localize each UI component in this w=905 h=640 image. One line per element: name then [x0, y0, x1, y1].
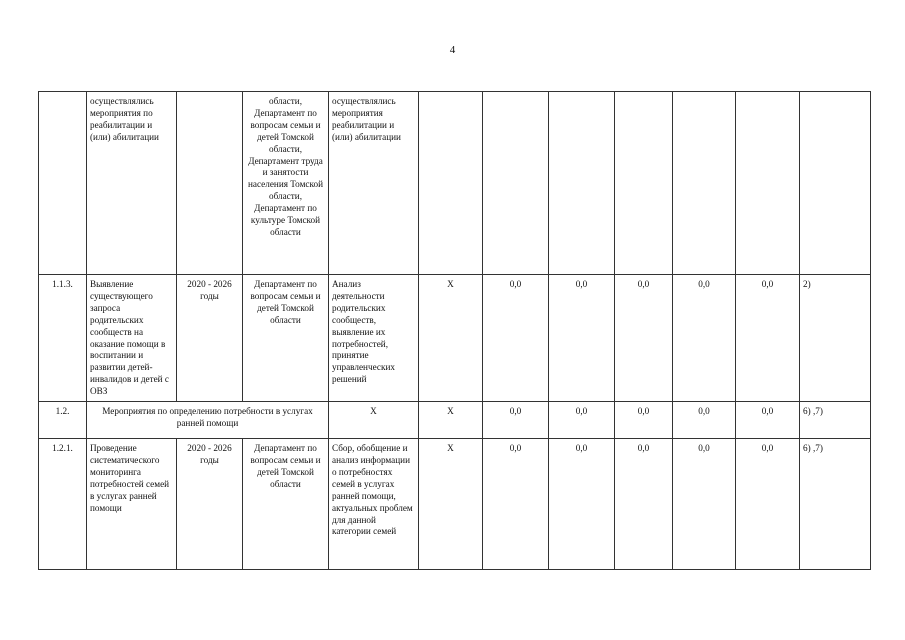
period-cell: 2020 - 2026 годы	[177, 275, 243, 402]
period-cell	[177, 92, 243, 275]
table-row	[39, 275, 871, 402]
value-cell: 0,0	[549, 439, 615, 570]
row-number-cell: 1.2.1.	[39, 439, 87, 570]
table-row	[39, 92, 871, 275]
value-cell	[673, 92, 736, 275]
value-cell: 0,0	[736, 439, 800, 570]
note-cell: 6) ,7)	[800, 439, 871, 570]
value-cell: 0,0	[549, 402, 615, 439]
result-cell: X	[329, 402, 419, 439]
value-cell	[615, 92, 673, 275]
value-cell	[736, 92, 800, 275]
executor-cell: Департамент по вопросам семьи и детей Томской области	[243, 439, 329, 570]
page-number: 4	[449, 44, 456, 56]
value-cell: 0,0	[483, 275, 549, 402]
measure-name-cell: Проведение систематического мониторинга потребностей семей в услугах ранней помощи	[87, 439, 177, 570]
table-row	[39, 439, 871, 570]
value-cell: 0,0	[615, 275, 673, 402]
table-row	[39, 402, 871, 439]
period-cell: 2020 - 2026 годы	[177, 439, 243, 570]
measure-name-cell: Выявление существующего запроса родительских сообществ на оказание помощи в воспитании и развитии детей-инвалидов и детей с ОВЗ	[87, 275, 177, 402]
executor-cell: Департамент по вопросам семьи и детей Томской области	[243, 275, 329, 402]
note-cell: 6) ,7)	[800, 402, 871, 439]
value-cell: X	[419, 402, 483, 439]
note-cell	[800, 92, 871, 275]
result-cell: Анализ деятельности родительских сообществ, выявление их потребностей, принятие управленческих решений	[329, 275, 419, 402]
executor-cell: области, Департамент по вопросам семьи и детей Томской области, Департамент труда и занятости населения Томской области, Департамент по культуре Томской области	[243, 92, 329, 275]
value-cell: X	[419, 275, 483, 402]
value-cell: 0,0	[615, 402, 673, 439]
value-cell: 0,0	[483, 402, 549, 439]
result-cell: осуществлялись мероприятия реабилитации и (или) абилитации	[329, 92, 419, 275]
measures-table	[38, 91, 871, 570]
value-cell: 0,0	[483, 439, 549, 570]
row-number-cell	[39, 92, 87, 275]
value-cell: 0,0	[673, 439, 736, 570]
value-cell: 0,0	[736, 402, 800, 439]
value-cell: 0,0	[736, 275, 800, 402]
section-title-cell: Мероприятия по определению потребности в услугах ранней помощи	[87, 402, 329, 439]
value-cell: 0,0	[673, 275, 736, 402]
value-cell: 0,0	[615, 439, 673, 570]
result-cell: Сбор, обобщение и анализ информации о потребностях семей в услугах ранней помощи, актуальных проблем для данной категории семей	[329, 439, 419, 570]
value-cell	[483, 92, 549, 275]
row-number-cell: 1.2.	[39, 402, 87, 439]
value-cell: 0,0	[673, 402, 736, 439]
value-cell	[419, 92, 483, 275]
measure-name-cell: осуществлялись мероприятия по реабилитации и (или) абилитации	[87, 92, 177, 275]
note-cell: 2)	[800, 275, 871, 402]
value-cell: X	[419, 439, 483, 570]
row-number-cell: 1.1.3.	[39, 275, 87, 402]
value-cell	[549, 92, 615, 275]
value-cell: 0,0	[549, 275, 615, 402]
